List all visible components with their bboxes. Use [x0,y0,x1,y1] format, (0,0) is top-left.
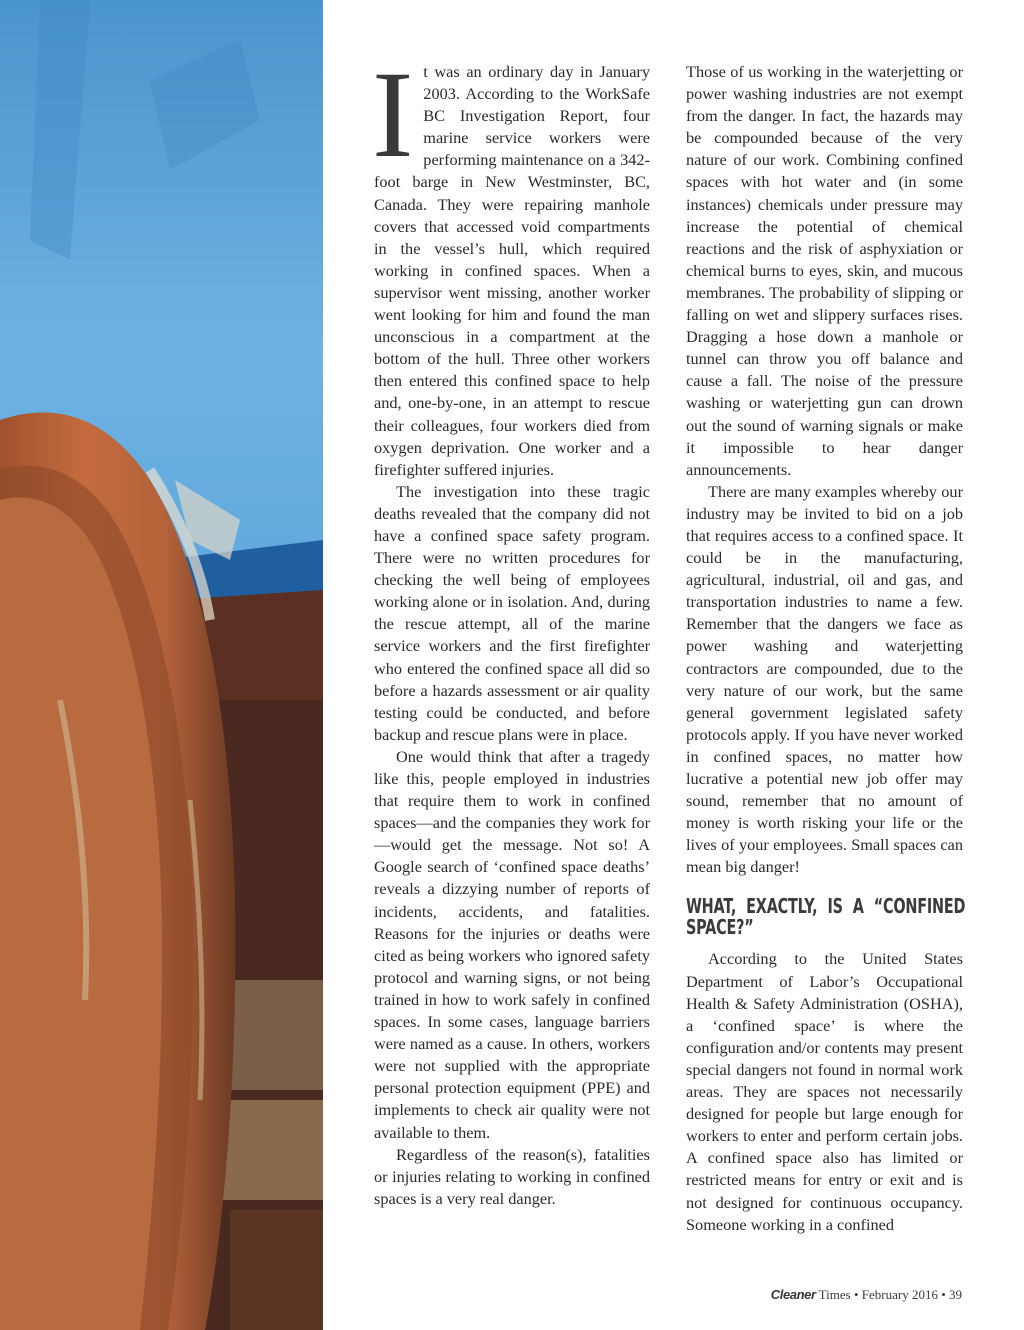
article-column-left [372,46,650,1210]
magazine-name: Cleaner [770,1287,816,1302]
article-column-right [686,61,966,1236]
magazine-name-suffix: Times [815,1287,851,1302]
paragraph-examples: There are many examples whereby our industry may be invited to bid on a job that requires access to a confined space. It could be in the manufacturing, agricultural, industrial, oil and gas, and transportation industries to name a few. Remember that the dangers we face as power washing and waterjetting contractors are compounded, due to the very nature of our work, but the same general government legislated safety protocols apply. If you have never worked in confined spaces, no matter how lucrative a potential new job offer may sound, remember that no amount of money is worth risking your life or the lives of your employees. Small spaces can mean big danger! [686,481,963,877]
article-photo [0,0,323,1330]
paragraph-google-search: One would think that after a tragedy like this, people employed in industries that require them to work in confined spaces—and the companies they work for—would get the message. Not so! A Google search of ‘confined space deaths’ reveals a dizzying number of reports of incidents, accidents, and fatalities. Reasons for the injuries or deaths were cited as being workers who ignored safety protocol and warning signs, or not being trained in how to work safely in confined spaces. In some cases, language barriers were named as a cause. In others, workers were not supplied with the appropriate personal protection equipment (PPE) and implements to check air quality were not available to them. [374,746,650,1142]
paragraph-investigation: The investigation into these tragic deaths revealed that the company did not have a confined space safety program. There were no written procedures for checking the well being of employees working alone or in isolation. And, during the rescue attempt, all of the marine service workers and the first firefighter who entered the confined space all did so before a hazards assessment or air quality testing could be conducted, and before backup and rescue plans were in place. [374,481,650,744]
paragraph-intro-text: t was an ordinary day in January 2003. According to the WorkSafe BC Investigation Report, four marine service workers were performing maintenance on a 342-foot barge in New Westminster, BC, Canada. They were repairing manhole covers that accessed void compartments in the vessel’s hull, which required working in confined spaces. When a supervisor went missing, another worker went looking for him and found the man unconscious in a compartment at the bottom of the hull. Three other workers then entered this confined space to help and, one-by-one, in an attempt to rescue their colleagues, four workers died from oxygen deprivation. One worker and a firefighter suffered injuries. [374,62,650,479]
section-heading: WHAT, EXACTLY, IS A “CONFINED SPACE?” [686,894,966,940]
paragraph-waterjetting: Those of us working in the waterjetting or power washing industries are not exempt from the danger. In fact, the hazards may be compounded because of the very nature of our work. Combining confined spaces with hot water and (in some instances) chemicals under pressure may increase the potential of chemical reactions and the risk of asphyxiation or chemical burns to eyes, skin, and mucous membranes. The probability of slipping or falling on wet and slippery surfaces rises. Dragging a hose down a manhole or tunnel can throw you off balance and cause a fall. The noise of the pressure washing or waterjetting gun can drown out the sound of warning signals or make it impossible to hear danger announcements. [686,62,963,479]
paragraph-osha: According to the United States Department of Labor’s Occupational Health & Safety Administration (OSHA), a ‘confined space’ is where the configuration and/or contents may present special dangers not found in normal work areas. They are spaces not necessarily designed for people but large enough for workers to enter and perform certain jobs. A confined space also has limited or restricted means for entry or exit and is not designed for continuous occupancy. Someone working in a confined [686,949,963,1234]
rusted-pipe-image [0,0,323,1330]
drop-cap: I [372,46,414,183]
page-footer [771,1287,962,1303]
issue-and-page: • February 2016 • 39 [850,1287,962,1302]
paragraph-regardless: Regardless of the reason(s), fatalities or injuries relating to working in confined spaces is a very real danger. [374,1144,650,1208]
paragraph-intro [372,46,650,481]
